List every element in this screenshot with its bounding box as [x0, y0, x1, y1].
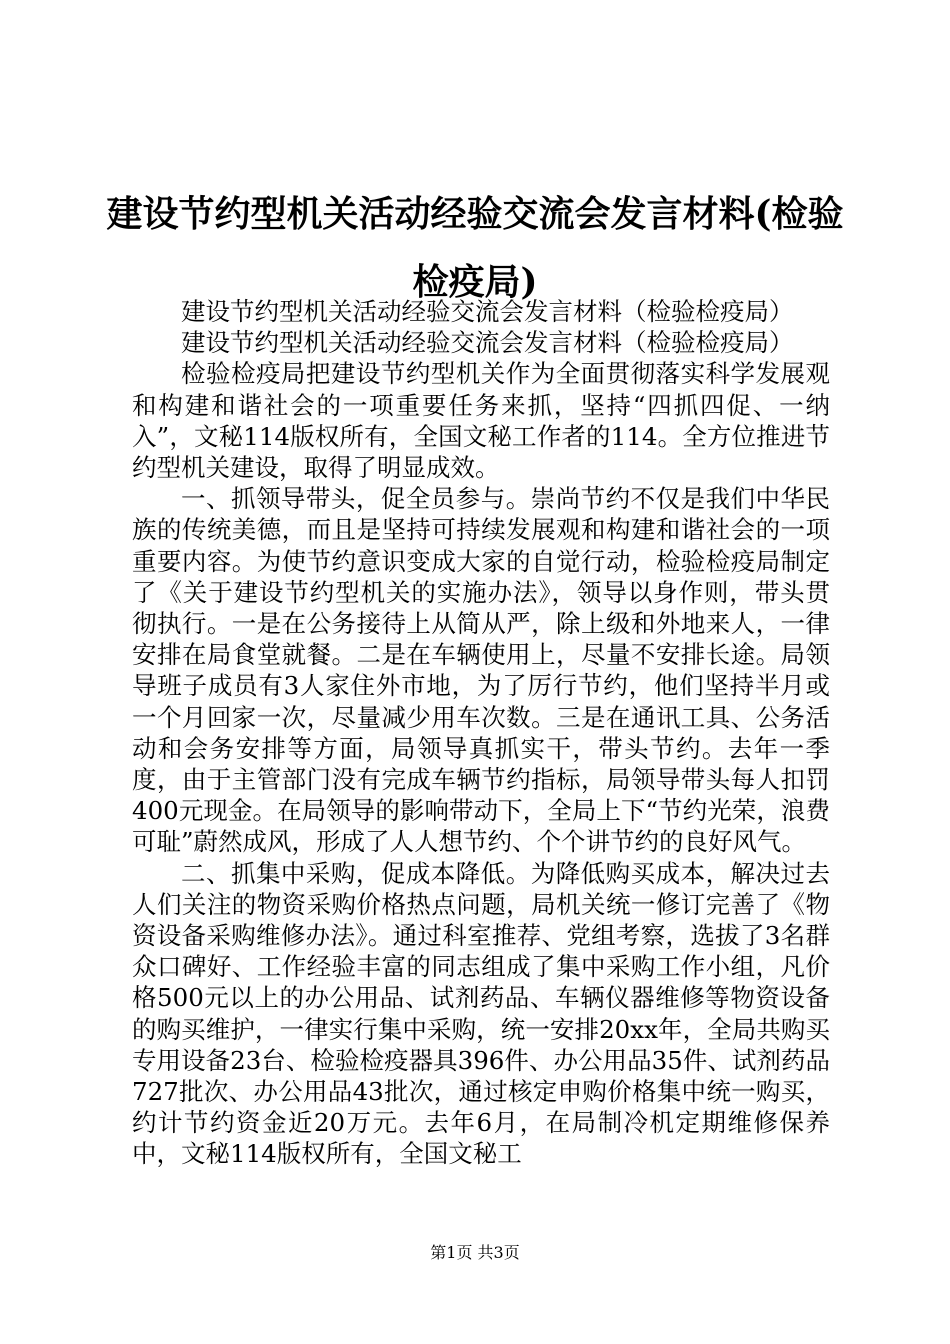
paragraph: 二、抓集中采购，促成本降低。为降低购买成本，解决过去人们关注的物资采购价格热点问题，局机关统一修订完善了《物资设备采购维修办法》。通过科室推荐、党组考察，选拔了3名群众口碑好、工作经验丰富的同志组成了集中采购工作小组，凡价格500元以上的办公用品、试剂药品、车辆仪器维修等物资设备的购买维护，一律实行集中采购，统一安排20xx年，全局共购买专用设备23台、检验检疫器具396件、办公用品35件、试剂药品727批次、办公用品43批次，通过核定申购价格集中统一购买，约计节约资金近20万元。去年6月，在局制冷机定期维修保养中，文秘114版权所有，全国文秘工 — [132, 858, 830, 1169]
paragraph: 建设节约型机关活动经验交流会发言材料（检验检疫局） — [181, 328, 794, 358]
paragraph: 一、抓领导带头，促全员参与。崇尚节约不仅是我们中华民族的传统美德，而且是坚持可持续发展观和构建和谐社会的一项重要内容。为使节约意识变成大家的自觉行动，检验检疫局制定了《关于建设节约型机关的实施办法》，领导以身作则，带头贯彻执行。一是在公务接待上从简从严，除上级和外地来人，一律安排在局食堂就餐。二是在车辆使用上，尽量不安排长途。局领导班子成员有3人家住外市地，为了厉行节约，他们坚持半月或一个月回家一次，尽量减少用车次数。三是在通讯工具、公务活动和会务安排等方面，局领导真抓实干，带头节约。去年一季度，由于主管部门没有完成车辆节约指标，局领导带头每人扣罚400元现金。在局领导的影响带动下，全局上下“节约光荣，浪费可耻”蔚然成风，形成了人人想节约、个个讲节约的良好风气。 — [132, 484, 830, 857]
paragraph: 检验检疫局把建设节约型机关作为全面贯彻落实科学发展观和构建和谐社会的一项重要任务来抓，坚持“四抓四促、一纳入”，文秘114版权所有，全国文秘工作者的114。全方位推进节约型机关建设，取得了明显成效。 — [132, 359, 830, 483]
paragraph: 建设节约型机关活动经验交流会发言材料（检验检疫局） — [181, 297, 794, 326]
page-number-footer: 第1页 共3页 — [430, 1243, 520, 1262]
document-body — [132, 296, 830, 1170]
document-title: 建设节约型机关活动经验交流会发言材料(检验检疫局) — [106, 193, 844, 303]
